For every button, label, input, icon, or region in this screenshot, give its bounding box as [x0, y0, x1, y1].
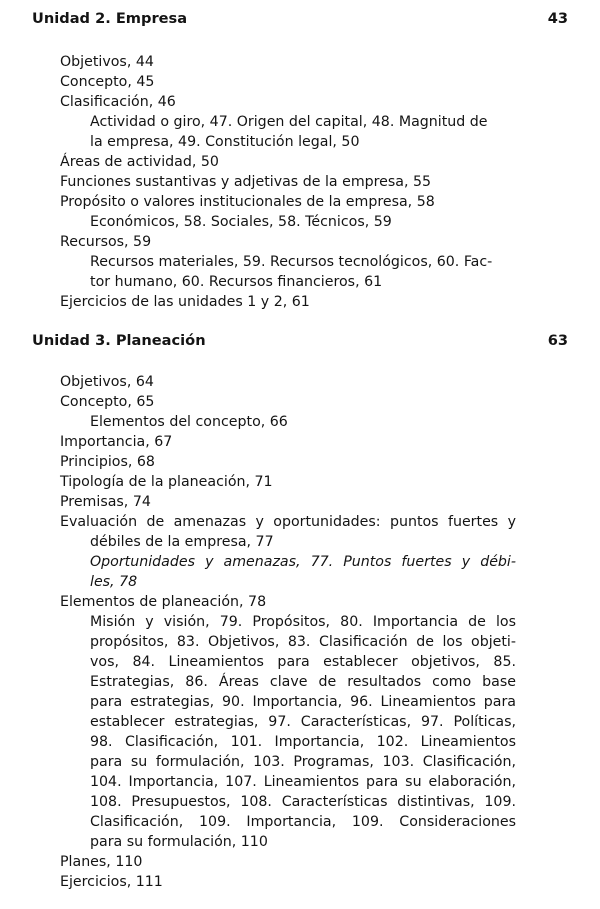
unit-2-heading — [32, 10, 568, 27]
toc-subentry — [60, 112, 516, 152]
toc-entry: Objetivos, 44 — [60, 54, 154, 70]
toc-subentry-line: establecer estrategias, 97. Características, 97. Políticas, — [90, 714, 516, 730]
toc-entry: Propósito o valores institucionales de la empresa, 58 — [60, 194, 435, 210]
unit-3-title: Unidad 3. Planeación — [32, 332, 206, 349]
toc-entry-line: Evaluación de amenazas y oportunidades: puntos fuertes y — [60, 514, 516, 530]
toc-subentry-line: vos, 84. Lineamientos para establecer objetivos, 85. — [90, 654, 516, 670]
toc-entry: Importancia, 67 — [60, 434, 173, 450]
toc-entry: Tipología de la planeación, 71 — [60, 474, 273, 490]
toc-entry: Objetivos, 64 — [60, 374, 154, 390]
toc-entry: Ejercicios de las unidades 1 y 2, 61 — [60, 294, 310, 310]
toc-entry-line: débiles de la empresa, 77 — [90, 534, 274, 550]
toc-subentry-line: 98. Clasificación, 101. Importancia, 102. Lineamientos — [90, 734, 516, 750]
toc-entry: Principios, 68 — [60, 454, 155, 470]
toc-subentry-line: 108. Presupuestos, 108. Características distintivas, 109. — [90, 794, 516, 810]
toc-subentry-line: la empresa, 49. Constitución legal, 50 — [90, 134, 360, 150]
toc-entry: Áreas de actividad, 50 — [60, 154, 219, 170]
unit-3-page: 63 — [547, 332, 568, 349]
toc-subentry — [60, 212, 516, 232]
toc-subentry — [60, 252, 516, 292]
toc-entry: Recursos, 59 — [60, 234, 152, 250]
unit-2-entries — [60, 52, 516, 312]
toc-subentry-line: Misión y visión, 79. Propósitos, 80. Importancia de los — [90, 614, 516, 630]
toc-entry: Premisas, 74 — [60, 494, 151, 510]
toc-subentry — [60, 552, 516, 592]
toc-subentry — [60, 612, 516, 852]
toc-entry: Concepto, 45 — [60, 74, 155, 90]
toc-entry: Clasificación, 46 — [60, 94, 176, 110]
toc-entry: Ejercicios, 111 — [60, 874, 163, 890]
toc-subentry-line: Actividad o giro, 47. Origen del capital, 48. Magnitud de — [90, 114, 488, 130]
toc-subentry-line: propósitos, 83. Objetivos, 83. Clasificación de los objeti- — [90, 634, 516, 650]
toc-subentry-line: tor humano, 60. Recursos financieros, 61 — [90, 274, 383, 290]
toc-subentry-line: les, 78 — [90, 574, 138, 590]
toc-subentry-line: Económicos, 58. Sociales, 58. Técnicos, 59 — [90, 214, 392, 230]
toc-entry: Planes, 110 — [60, 854, 143, 870]
toc-subentry-line: para estrategias, 90. Importancia, 96. Lineamientos para — [90, 694, 516, 710]
unit-3-heading — [32, 332, 568, 349]
toc-subentry-line: Clasificación, 109. Importancia, 109. Consideraciones — [90, 814, 516, 830]
toc-subentry-line: para su formulación, 103. Programas, 103. Clasificación, — [90, 754, 516, 770]
toc-subentry-line: Estrategias, 86. Áreas clave de resultados como base — [90, 674, 516, 690]
toc-subentry-line: Elementos del concepto, 66 — [90, 414, 288, 430]
toc-subentry-line: Oportunidades y amenazas, 77. Puntos fuertes y débi- — [90, 554, 516, 570]
unit-2-page: 43 — [547, 10, 568, 27]
unit-2-title: Unidad 2. Empresa — [32, 10, 188, 27]
toc-continuation — [60, 532, 516, 552]
toc-entry: Funciones sustantivas y adjetivas de la empresa, 55 — [60, 174, 432, 190]
toc-subentry-line: Recursos materiales, 59. Recursos tecnológicos, 60. Fac- — [90, 254, 493, 270]
unit-3-entries — [60, 372, 516, 892]
toc-entry: Elementos de planeación, 78 — [60, 594, 267, 610]
toc-entry: Concepto, 65 — [60, 394, 155, 410]
toc-subentry-line: para su formulación, 110 — [90, 834, 268, 850]
toc-subentry — [60, 412, 516, 432]
toc-entry-multiline — [60, 512, 516, 532]
toc-subentry-line: 104. Importancia, 107. Lineamientos para su elaboración, — [90, 774, 516, 790]
